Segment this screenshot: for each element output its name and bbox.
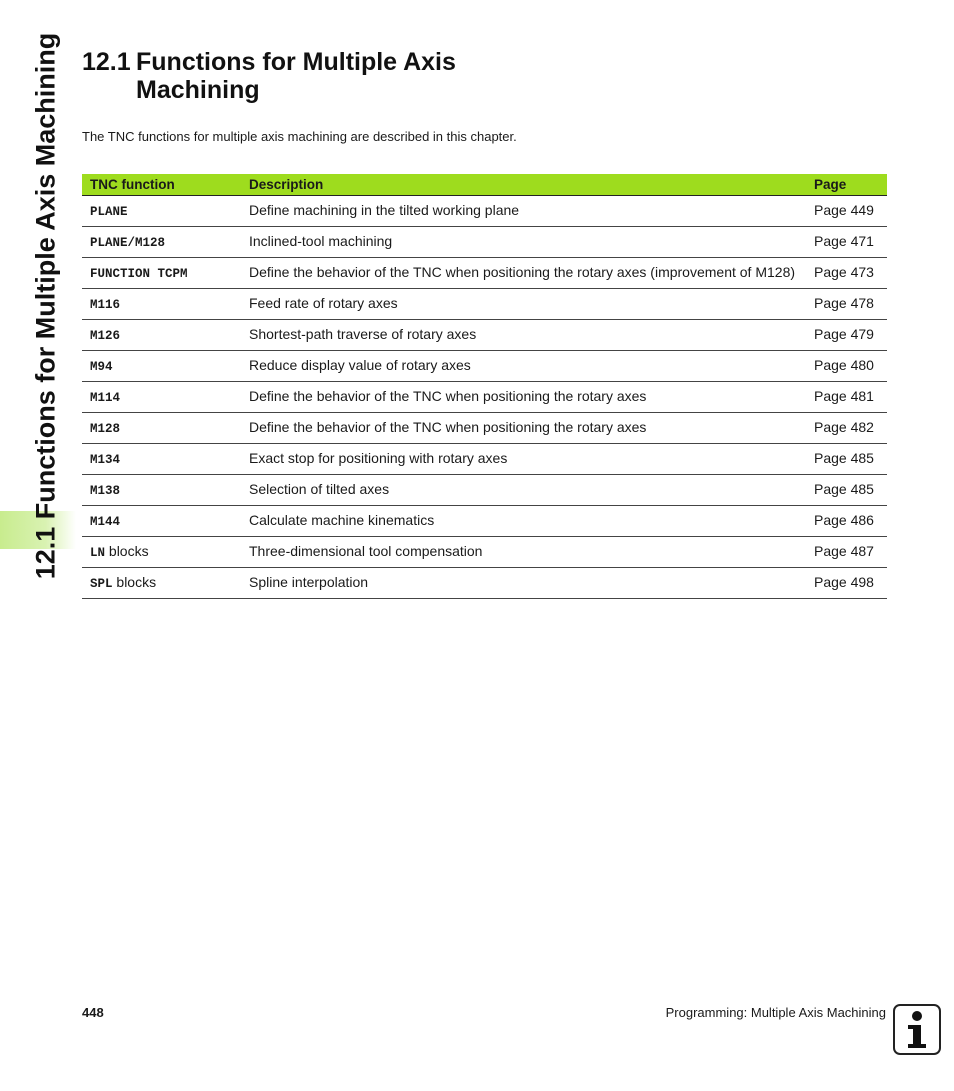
header-page: Page: [806, 174, 887, 196]
table-header-row: [82, 174, 887, 196]
table-row: [82, 568, 887, 599]
cell-page: Page 479: [806, 320, 887, 351]
cell-page: Page 485: [806, 444, 887, 475]
table-row: [82, 227, 887, 258]
footer-page-number: 448: [82, 1005, 104, 1020]
cell-page: Page 485: [806, 475, 887, 506]
cell-description: Define the behavior of the TNC when positioning the rotary axes: [241, 382, 806, 413]
function-code: M116: [90, 298, 121, 312]
cell-tnc-function: [82, 320, 241, 351]
cell-description: Inclined-tool machining: [241, 227, 806, 258]
cell-tnc-function: [82, 289, 241, 320]
cell-page: Page 481: [806, 382, 887, 413]
cell-page: Page 480: [806, 351, 887, 382]
function-code: M134: [90, 453, 121, 467]
footer-title: Programming: Multiple Axis Machining: [665, 1005, 886, 1020]
cell-tnc-function: [82, 475, 241, 506]
info-icon: [893, 1004, 941, 1055]
table-row: [82, 196, 887, 227]
table-row: [82, 351, 887, 382]
function-code: SPL: [90, 577, 113, 591]
cell-page: Page 487: [806, 537, 887, 568]
cell-tnc-function: [82, 351, 241, 382]
function-suffix: blocks: [112, 574, 157, 590]
cell-tnc-function: [82, 258, 241, 289]
function-code: FUNCTION TCPM: [90, 267, 188, 281]
cell-tnc-function: [82, 537, 241, 568]
cell-description: Shortest-path traverse of rotary axes: [241, 320, 806, 351]
function-code: M94: [90, 360, 113, 374]
cell-tnc-function: [82, 382, 241, 413]
function-code: PLANE/M128: [90, 236, 166, 250]
function-code: M138: [90, 484, 121, 498]
header-description: Description: [241, 174, 806, 196]
table-row: [82, 289, 887, 320]
cell-tnc-function: [82, 444, 241, 475]
function-code: M128: [90, 422, 121, 436]
cell-page: Page 498: [806, 568, 887, 599]
cell-description: Selection of tilted axes: [241, 475, 806, 506]
heading-number: 12.1: [82, 48, 131, 76]
cell-page: Page 486: [806, 506, 887, 537]
heading-line1: Functions for Multiple Axis: [136, 48, 456, 76]
function-code: PLANE: [90, 205, 128, 219]
cell-page: Page 478: [806, 289, 887, 320]
table-row: [82, 444, 887, 475]
cell-tnc-function: [82, 227, 241, 258]
cell-description: Calculate machine kinematics: [241, 506, 806, 537]
table-row: [82, 258, 887, 289]
cell-description: Exact stop for positioning with rotary axes: [241, 444, 806, 475]
cell-description: Reduce display value of rotary axes: [241, 351, 806, 382]
table-row: [82, 475, 887, 506]
cell-description: Feed rate of rotary axes: [241, 289, 806, 320]
cell-page: Page 482: [806, 413, 887, 444]
function-code: M114: [90, 391, 121, 405]
table-row: [82, 382, 887, 413]
cell-description: Define the behavior of the TNC when positioning the rotary axes (improvement of M128): [241, 258, 806, 289]
side-chapter-title: 12.1 Functions for Multiple Axis Machining: [30, 32, 61, 580]
function-code: M144: [90, 515, 121, 529]
header-tnc-function: TNC function: [82, 174, 241, 196]
functions-table: [82, 174, 887, 599]
cell-tnc-function: [82, 568, 241, 599]
page-heading: [82, 48, 456, 104]
table-row: [82, 320, 887, 351]
cell-description: Define machining in the tilted working plane: [241, 196, 806, 227]
heading-line2: Machining: [136, 76, 260, 104]
cell-description: Spline interpolation: [241, 568, 806, 599]
intro-paragraph: The TNC functions for multiple axis machining are described in this chapter.: [82, 129, 517, 144]
cell-tnc-function: [82, 413, 241, 444]
function-suffix: blocks: [105, 543, 149, 559]
cell-description: Three-dimensional tool compensation: [241, 537, 806, 568]
table-row: [82, 537, 887, 568]
cell-description: Define the behavior of the TNC when positioning the rotary axes: [241, 413, 806, 444]
cell-page: Page 449: [806, 196, 887, 227]
table-row: [82, 413, 887, 444]
cell-page: Page 471: [806, 227, 887, 258]
cell-tnc-function: [82, 506, 241, 537]
table-body: [82, 196, 887, 599]
function-code: M126: [90, 329, 121, 343]
cell-tnc-function: [82, 196, 241, 227]
function-code: LN: [90, 546, 106, 560]
table-row: [82, 506, 887, 537]
cell-page: Page 473: [806, 258, 887, 289]
